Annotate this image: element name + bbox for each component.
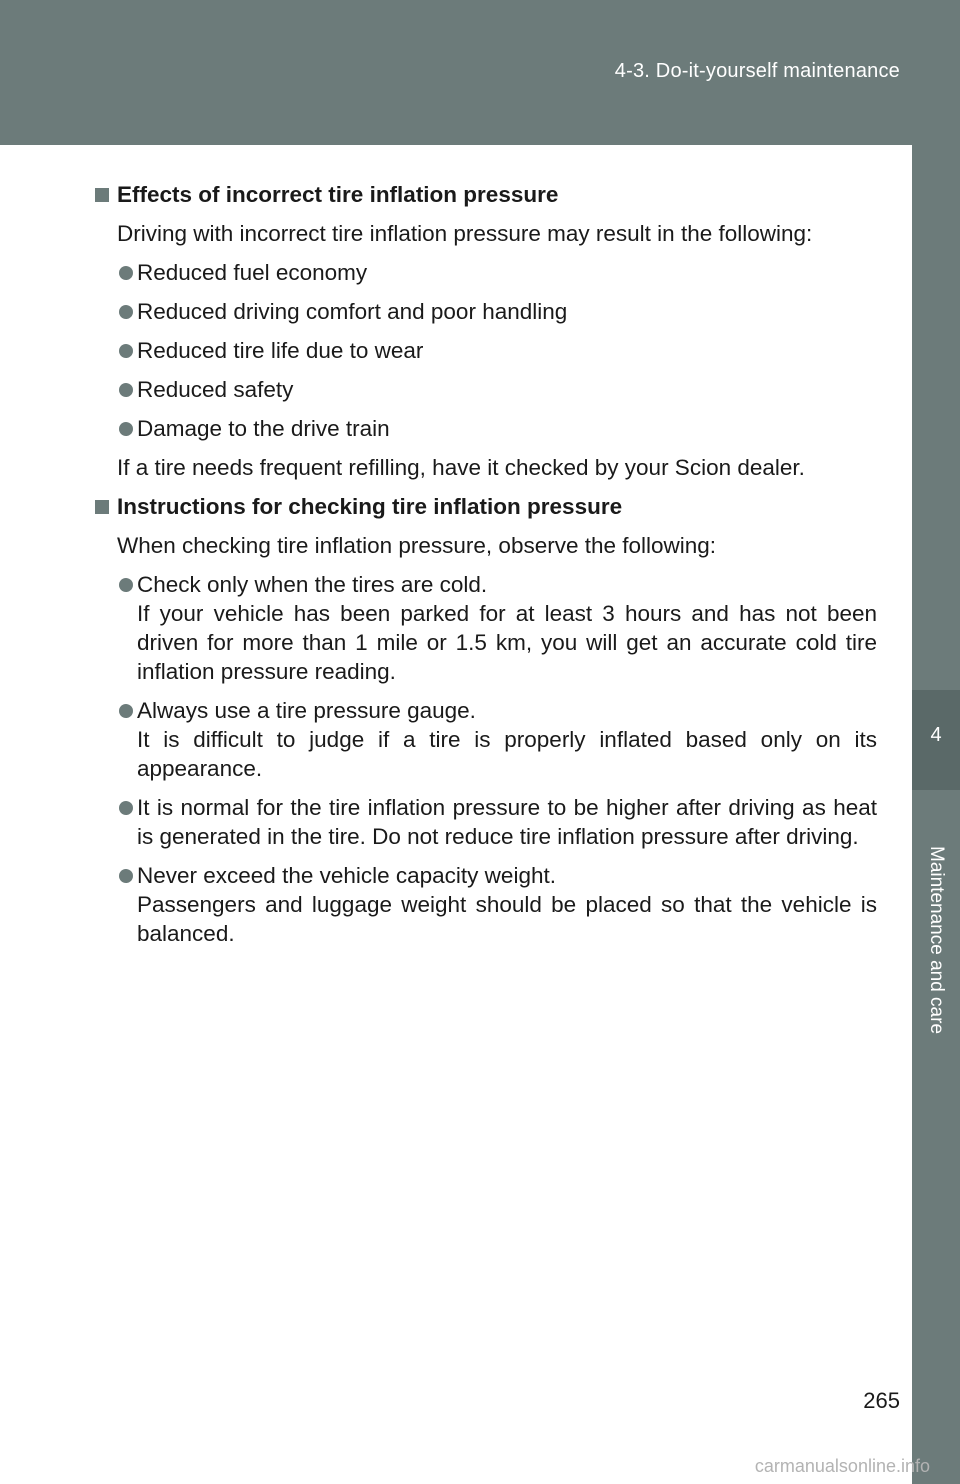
circle-bullet-icon (119, 704, 133, 718)
circle-bullet-icon (119, 801, 133, 815)
section-intro: When checking tire inflation pressure, observe the following: (117, 533, 717, 558)
square-bullet-icon (95, 500, 109, 514)
circle-bullet-icon (119, 266, 133, 280)
page-number: 265 (863, 1388, 900, 1413)
circle-bullet-icon (119, 578, 133, 592)
square-bullet-icon (95, 188, 109, 202)
page-content (95, 180, 877, 958)
circle-bullet-icon (119, 344, 133, 358)
chapter-number: 4 (930, 724, 942, 746)
watermark: carmanualsonline.info (754, 1456, 930, 1476)
circle-bullet-icon (119, 422, 133, 436)
list-item: Reduced fuel economy (95, 258, 877, 287)
circle-bullet-icon (119, 305, 133, 319)
header-bar (0, 0, 960, 145)
list-item: Check only when the tires are cold. If your vehicle has been parked for at least 3 hours and has not been driven for more than 1 mile or 1.5 km, you will get an accurate cold tire inflation pressure reading. (95, 570, 877, 686)
list-item: Always use a tire pressure gauge. It is difficult to judge if a tire is properly inflated based only on its appearance. (95, 696, 877, 783)
list-item: Damage to the drive train (95, 414, 877, 443)
list-item: It is normal for the tire inflation pressure to be higher after driving as heat is generated in the tire. Do not reduce tire inflation pressure after driving. (95, 793, 877, 851)
list-item: Reduced driving comfort and poor handling (95, 297, 877, 326)
list-item: Reduced tire life due to wear (95, 336, 877, 365)
section-heading-effects: Effects of incorrect tire inflation pressure (95, 180, 877, 209)
circle-bullet-icon (119, 869, 133, 883)
list-item: Never exceed the vehicle capacity weight. Passengers and luggage weight should be placed so that the vehicle is balanced. (95, 861, 877, 948)
chapter-title: Maintenance and care (926, 845, 947, 1035)
list-item: Reduced safety (95, 375, 877, 404)
chapter-side-tab (912, 145, 960, 1484)
section-intro: Driving with incorrect tire inflation pressure may result in the following: (117, 221, 813, 246)
section-title: 4-3. Do-it-yourself maintenance (614, 60, 900, 82)
section-outro: If a tire needs frequent refilling, have it checked by your Scion dealer. (117, 455, 805, 480)
circle-bullet-icon (119, 383, 133, 397)
section-heading-instructions: Instructions for checking tire inflation pressure (95, 492, 877, 521)
